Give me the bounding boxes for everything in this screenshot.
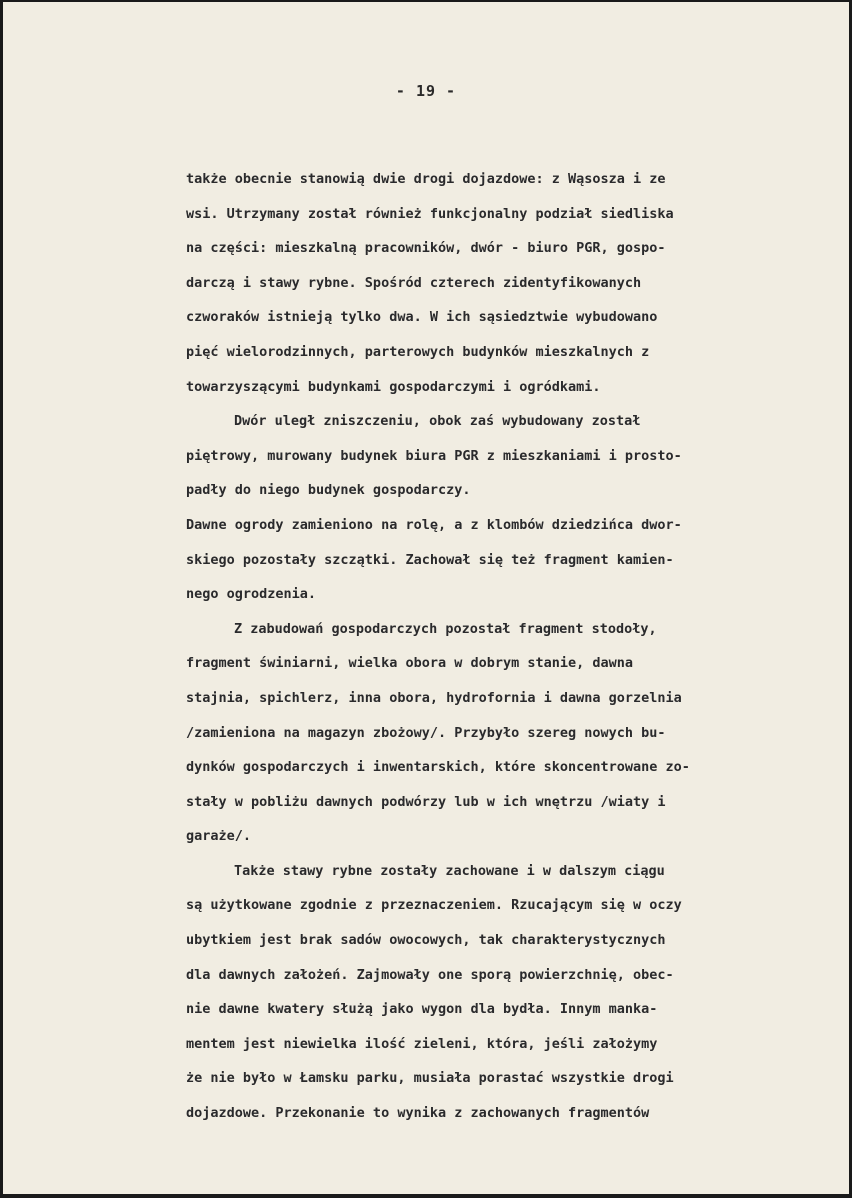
document-page bbox=[3, 2, 849, 1194]
text-line: darczą i stawy rybne. Spośród czterech zidentyfikowanych bbox=[186, 274, 642, 291]
text-line: na części: mieszkalną pracowników, dwór - biuro PGR, gospo- bbox=[186, 240, 666, 257]
text-line: także obecnie stanowią dwie drogi dojazdowe: z Wąsosza i ze bbox=[186, 171, 666, 187]
text-line: piętrowy, murowany budynek biura PGR z mieszkaniami i prosto- bbox=[186, 447, 682, 464]
text-line: stały w pobliżu dawnych podwórzy lub w ich wnętrzu /wiaty i bbox=[186, 793, 666, 810]
text-line: pięć wielorodzinnych, parterowych budynków mieszkalnych z bbox=[186, 343, 650, 360]
text-line: że nie było w Łamsku parku, musiała porastać wszystkie drogi bbox=[186, 1070, 674, 1087]
text-line: ubytkiem jest brak sadów owocowych, tak charakterystycznych bbox=[186, 932, 666, 949]
text-line: Także stawy rybne zostały zachowane i w dalszym ciągu bbox=[234, 862, 665, 879]
page-number: - 19 - bbox=[395, 82, 457, 100]
text-line: Dwór uległ zniszczeniu, obok zaś wybudowany został bbox=[234, 413, 641, 430]
text-line: towarzyszącymi budynkami gospodarczymi i ogródkami. bbox=[186, 378, 601, 395]
text-line: dla dawnych założeń. Zajmowały one sporą powierzchnię, obec- bbox=[186, 966, 674, 983]
text-line: nego ogrodzenia. bbox=[186, 586, 317, 603]
text-line: nie dawne kwatery służą jako wygon dla bydła. Innym mankа- bbox=[186, 1001, 658, 1018]
text-line: /zamieniona na magazyn zbożowy/. Przybyło szereg nowych bu- bbox=[186, 724, 666, 741]
text-line: fragment świniarni, wielka obora w dobrym stanie, dawna bbox=[186, 655, 634, 672]
body-text bbox=[186, 162, 836, 1131]
text-line: dojazdowe. Przekonanie to wynika z zachowanych fragmentów bbox=[186, 1105, 650, 1122]
text-line: mentem jest niewielka ilość zieleni, która, jeśli założymy bbox=[186, 1035, 658, 1052]
text-line: padły do niego budynek gospodarczy. bbox=[186, 482, 471, 499]
text-line: wsi. Utrzymany został również funkcjonalny podział siedliska bbox=[186, 205, 674, 222]
text-line: stajnia, spichlerz, inna obora, hydrofornia i dawna gorzelnia bbox=[186, 689, 682, 706]
text-line: dynków gospodarczych i inwentarskich, które skoncentrowane zo- bbox=[186, 759, 690, 776]
text-line: skiego pozostały szczątki. Zachował się też fragment kamien- bbox=[186, 551, 674, 568]
text-line: czworaków istnieją tylko dwa. W ich sąsiedztwie wybudowano bbox=[186, 309, 658, 326]
text-line: są użytkowane zgodnie z przeznaczeniem. Rzucającym się w oczy bbox=[186, 897, 682, 914]
text-line: Z zabudowań gospodarczych pozostał fragment stodoły, bbox=[234, 620, 657, 637]
text-line: Dawne ogrody zamieniono na rolę, a z klombów dziedzińca dwor- bbox=[186, 516, 682, 533]
text-line: garaże/. bbox=[186, 828, 252, 845]
